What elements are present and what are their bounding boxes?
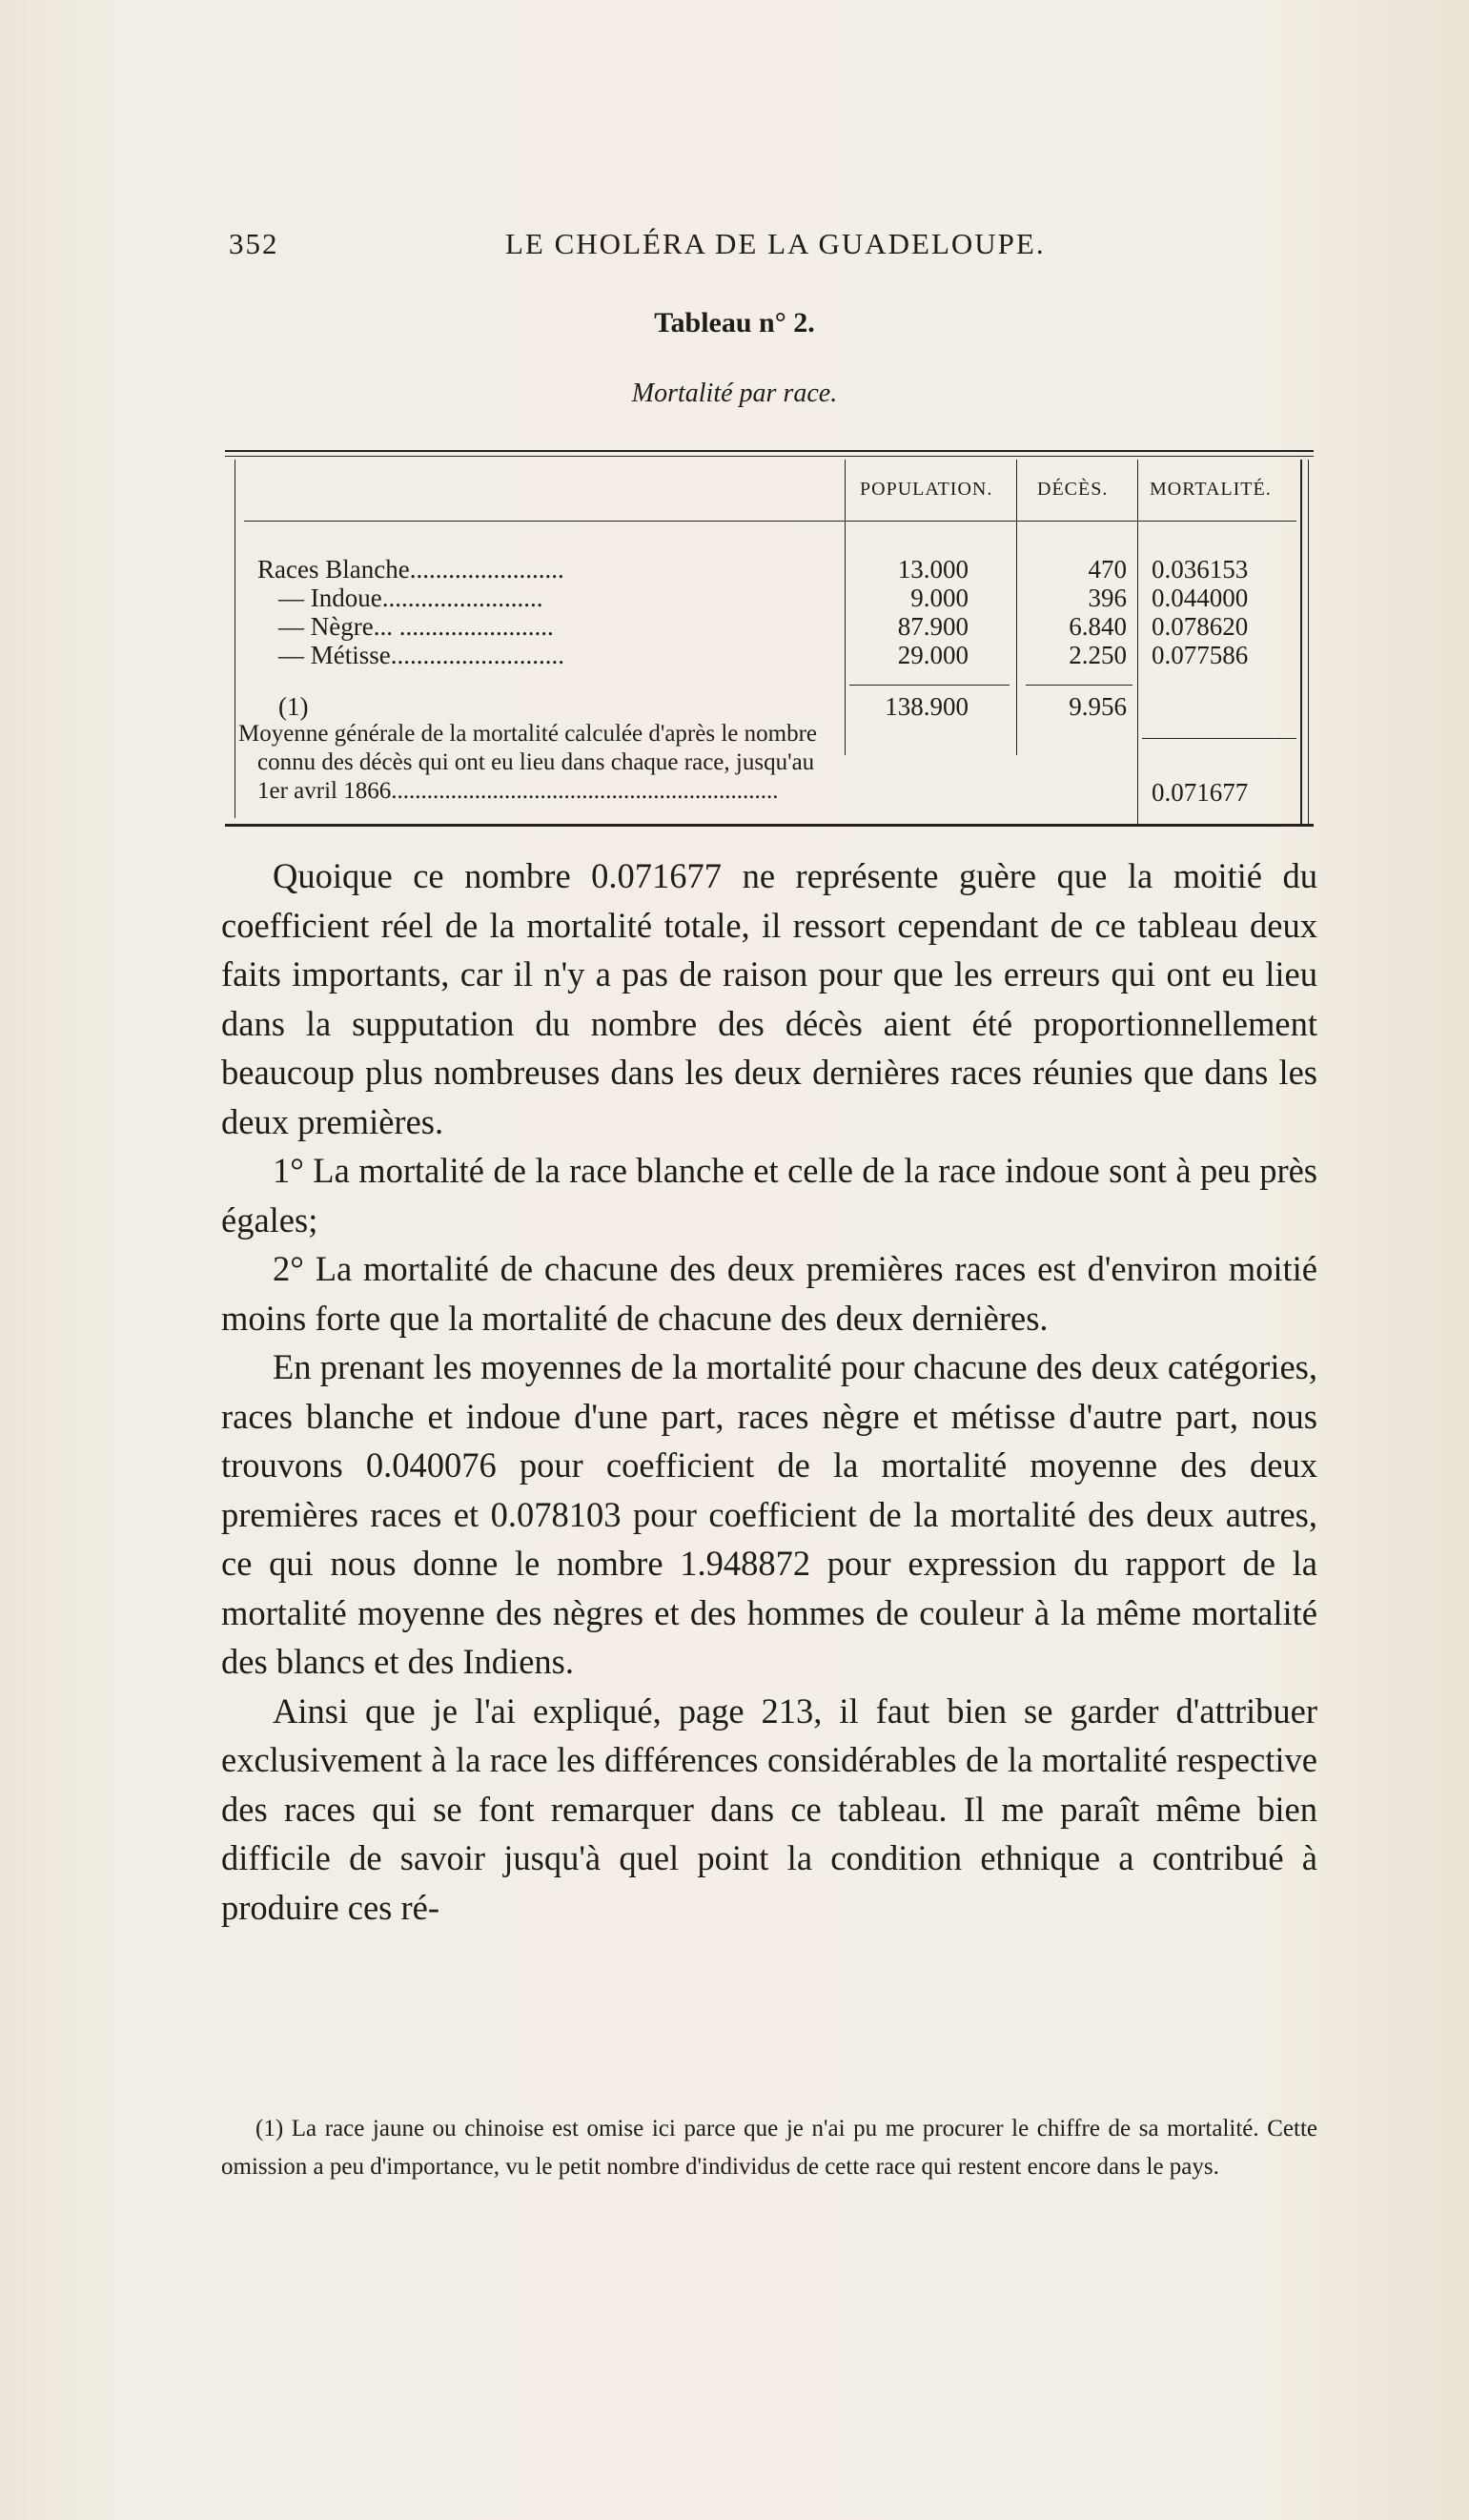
footnote-ref: (1) bbox=[278, 692, 309, 721]
total-rule-deces bbox=[1026, 685, 1132, 686]
col-sep-3 bbox=[1137, 460, 1138, 826]
cell-mort-blanche: 0.036153 bbox=[1152, 555, 1249, 584]
page-number: 352 bbox=[229, 227, 279, 260]
cell-pop-indoue: 9.000 bbox=[910, 584, 969, 612]
header-population: POPULATION. bbox=[860, 479, 993, 500]
mortality-table bbox=[225, 450, 1314, 830]
header-underline bbox=[244, 521, 1296, 522]
table-bottom-rule bbox=[225, 824, 1314, 827]
table-subtitle: Mortalité par race. bbox=[631, 379, 838, 408]
cell-deces-negre: 6.840 bbox=[1069, 612, 1127, 641]
average-line-3: 1er avril 1866................................................................. bbox=[257, 778, 779, 804]
total-population: 138.900 bbox=[885, 692, 969, 721]
average-value: 0.071677 bbox=[1152, 778, 1249, 807]
total-rule-pop bbox=[849, 685, 1010, 686]
table-title: Tableau n° 2. bbox=[654, 307, 815, 338]
col-sep-2 bbox=[1016, 460, 1017, 755]
paragraph-5: Ainsi que je l'ai expliqué, page 213, il faut bien se garder d'attribuer exclusivement à la race les différences considérables de la mortalité respective des races qui se font remarquer dans ce tableau. Il me paraît même bien difficile de savoir jusqu'à quel point la condition ethnique a contribué à produire ces ré- bbox=[221, 1690, 1317, 1927]
table-right-rule bbox=[1300, 460, 1302, 824]
row-label-negre: — Nègre... ........................ bbox=[278, 612, 554, 641]
row-label-indoue: — Indoue......................... bbox=[278, 584, 543, 612]
footnote bbox=[221, 2110, 1317, 2186]
table-top-rule-2 bbox=[225, 456, 1314, 457]
cell-mort-metisse: 0.077586 bbox=[1152, 641, 1249, 669]
footnote-text: (1) La race jaune ou chinoise est omise ici parce que je n'ai pu me procurer le chiffre de sa mortalité. Cette omission a peu d'importance, vu le petit nombre d'individus de cette race qui restent encore dans le pays. bbox=[221, 2116, 1317, 2180]
cell-pop-metisse: 29.000 bbox=[897, 641, 969, 669]
cell-deces-metisse: 2.250 bbox=[1069, 641, 1127, 669]
cell-deces-blanche: 470 bbox=[1088, 555, 1127, 584]
row-label-metisse: — Métisse........................... bbox=[278, 641, 564, 669]
table-right-rule-2 bbox=[1308, 460, 1309, 824]
total-deces: 9.956 bbox=[1069, 692, 1127, 721]
average-rule bbox=[1142, 738, 1296, 739]
table-top-rule bbox=[225, 450, 1314, 452]
row-label-blanche: Races Blanche........................ bbox=[257, 555, 564, 584]
paragraph-1: Quoique ce nombre 0.071677 ne représente guère que la moitié du coefficient réel de la mortalité totale, il ressort cependant de ce tableau deux faits importants, car il n'y a pas de raison pour que les erreurs qui ont eu lieu dans la supputation du nombre des décès aient été proportionnellement beaucoup plus nombreuses dans les deux dernières races réunies que dans les deux premières. bbox=[221, 856, 1317, 1141]
header-mortalite: MORTALITÉ. bbox=[1150, 479, 1272, 500]
paragraph-4: En prenant les moyennes de la mortalité pour chacune des deux catégories, races blanche et indoue d'une part, races nègre et métisse d'autre part, nous trouvons 0.040076 pour coefficient de la mortalité moyenne des deux premières races et 0.078103 pour coefficient de la mortalité des deux autres, ce qui nous donne le nombre 1.948872 pour expression du rapport de la mortalité moyenne des nègres et des hommes de couleur à la même mortalité des blancs et des Indiens. bbox=[221, 1347, 1317, 1681]
cell-pop-blanche: 13.000 bbox=[897, 555, 969, 584]
cell-mort-negre: 0.078620 bbox=[1152, 612, 1249, 641]
col-sep-1 bbox=[845, 460, 846, 755]
running-title: LE CHOLÉRA DE LA GUADELOUPE. bbox=[505, 227, 1046, 260]
average-line-2: connu des décès qui ont eu lieu dans chaque race, jusqu'au bbox=[257, 749, 815, 775]
header-deces: DÉCÈS. bbox=[1037, 479, 1109, 500]
average-line-1: Moyenne générale de la mortalité calculée d'après le nombre bbox=[238, 721, 817, 747]
cell-pop-negre: 87.900 bbox=[897, 612, 969, 641]
cell-mort-indoue: 0.044000 bbox=[1152, 584, 1249, 612]
cell-deces-indoue: 396 bbox=[1088, 584, 1127, 612]
paragraph-3: 2° La mortalité de chacune des deux premières races est d'environ moitié moins forte que la mortalité de chacune des deux dernières. bbox=[221, 1249, 1317, 1338]
body-text bbox=[221, 851, 1317, 1932]
paragraph-2: 1° La mortalité de la race blanche et celle de la race indoue sont à peu près égales; bbox=[221, 1151, 1317, 1240]
